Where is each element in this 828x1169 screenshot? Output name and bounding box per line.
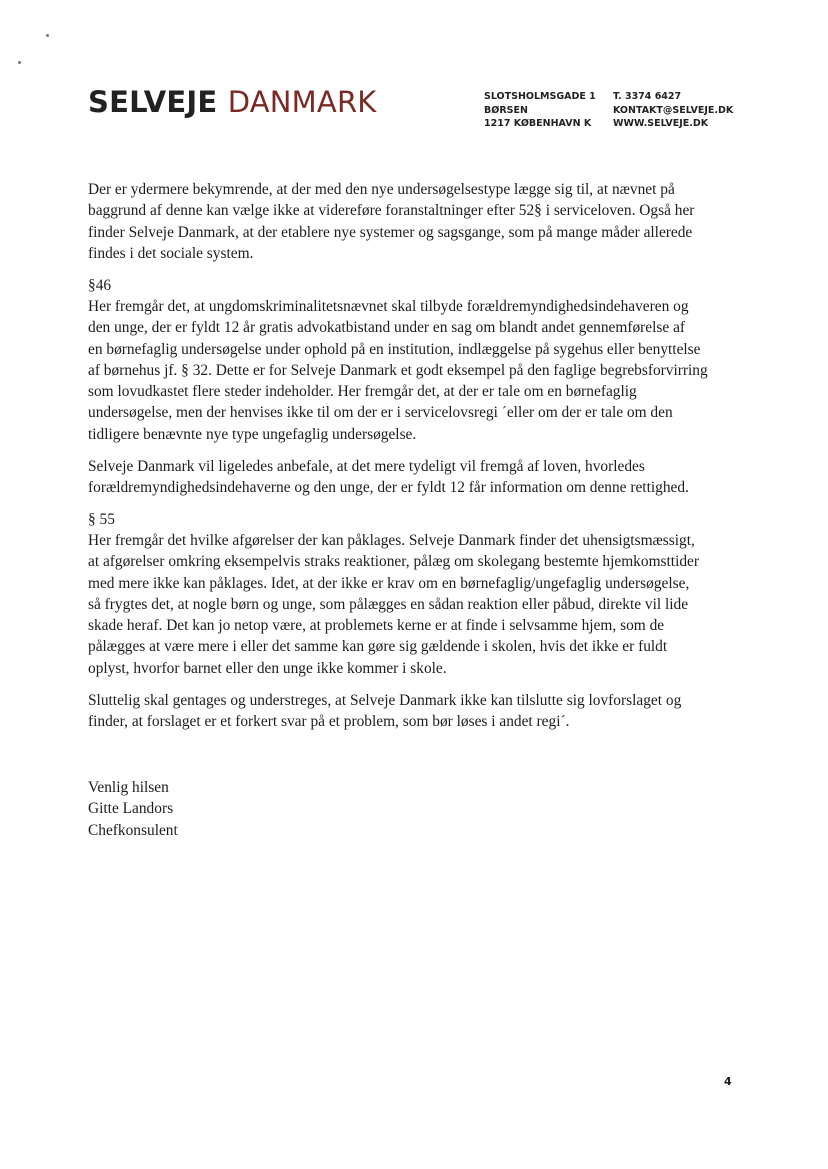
- paragraph-section-55: [88, 509, 748, 679]
- text-line: en børnefaglig undersøgelse under ophold på en institution, indlæggelse på sygehus eller benyttelse: [88, 340, 701, 358]
- text-line: skade heraf. Det kan jo netop være, at problemets kerne er at finde i selvsamme hjem, som de: [88, 617, 665, 635]
- contact-website[interactable]: WWW.SELVEJE.DK: [613, 118, 709, 130]
- section-heading: § 55: [88, 510, 115, 528]
- signer-title: Chefkonsulent: [88, 821, 178, 839]
- text-line: undersøgelse, men der henvises ikke til om der er i servicelovsregi ´eller om der er tale om den: [88, 404, 673, 422]
- text-line: findes i det sociale system.: [88, 244, 254, 262]
- paragraph: [88, 179, 748, 264]
- logo-word-selveje: SELVEJE: [88, 85, 218, 119]
- text-line: Der er ydermere bekymrende, at der med den nye undersøgelsestype lægge sig til, at nævnet på: [88, 181, 675, 198]
- text-line: Her fremgår det hvilke afgørelser der kan påklages. Selveje Danmark finder det uhensigtsmæssigt,: [88, 531, 695, 549]
- address-line: 1217 KØBENHAVN K: [484, 118, 592, 130]
- paragraph-section-46: [88, 275, 748, 445]
- section-heading: §46: [88, 276, 112, 294]
- text-line: pålægges at være mere i eller det samme kan gøre sig gældende i skolen, hvis det ikke er fuldt: [88, 638, 668, 656]
- text-line: baggrund af denne kan vælge ikke at videreføre foranstaltninger efter 52§ i serviceloven. Også her: [88, 202, 695, 220]
- address-block: [484, 90, 596, 131]
- signer-name: Gitte Landors: [88, 800, 174, 818]
- address-line: SLOTSHOLMSGADE 1: [484, 91, 596, 102]
- closing: Venlig hilsen: [88, 779, 169, 796]
- paragraph: [88, 456, 748, 499]
- text-line: af børnehus jf. § 32. Dette er for Selveje Danmark et godt eksempel på den faglige begrebsforvirring: [88, 361, 708, 379]
- text-line: Selveje Danmark vil ligeledes anbefale, at det mere tydeligt vil fremgå af loven, hvorledes: [88, 457, 645, 475]
- address-line: BØRSEN: [484, 104, 528, 116]
- paragraph: [88, 690, 748, 733]
- contact-phone: T. 3374 6427: [613, 91, 682, 102]
- contact-email[interactable]: KONTAKT@SELVEJE.DK: [613, 104, 734, 116]
- text-line: den unge, der er fyldt 12 år gratis advokatbistand under en sag om blandt andet gennemførelse af: [88, 319, 686, 337]
- contact-block: [613, 90, 733, 131]
- signature-block: [88, 777, 178, 841]
- text-line: Her fremgår det, at ungdomskriminalitetsnævnet skal tilbyde forældremyndighedsindehaveren og: [88, 297, 689, 315]
- text-line: forældremyndighedsindehaverne og den unge, der er fyldt 12 får information om denne rettighed.: [88, 478, 689, 496]
- text-line: tidligere benævnte nye type ungefaglig undersøgelse.: [88, 425, 417, 443]
- text-line: med mere ikke kan påklages. Idet, at der ikke er krav om en børnefaglig/ungefaglig undersøgelse,: [88, 574, 690, 592]
- text-line: oplyst, hvorfor barnet eller den unge ikke kommer i skole.: [88, 659, 447, 677]
- scan-speck: [18, 61, 21, 64]
- logo-word-danmark: DANMARK: [227, 85, 377, 119]
- text-line: finder Selveje Danmark, at der etablere nye systemer og sagsgange, som på mange måder allerede: [88, 223, 693, 241]
- scan-speck: [46, 34, 49, 37]
- text-line: finder, at forslaget er et forkert svar på et problem, som bør løses i andet regi´.: [88, 712, 570, 730]
- text-line: Sluttelig skal gentages og understreges, at Selveje Danmark ikke kan tilslutte sig lovforslaget og: [88, 691, 682, 709]
- letter-body: [88, 179, 748, 743]
- text-line: som lovudkastet flere steder indeholder. Her fremgår det, at der er tale om en børnefaglig: [88, 383, 637, 401]
- selveje-danmark-logo: [88, 85, 377, 119]
- text-line: at afgørelser omkring eksempelvis straks reaktioner, pålæg om skolegang bestemte hjemkomsttider: [88, 553, 700, 571]
- page-number: 4: [724, 1075, 732, 1088]
- text-line: så frygtes det, at nogle børn og unge, som pålægges en sådan reaktion eller påbud, direkte vil lide: [88, 595, 689, 613]
